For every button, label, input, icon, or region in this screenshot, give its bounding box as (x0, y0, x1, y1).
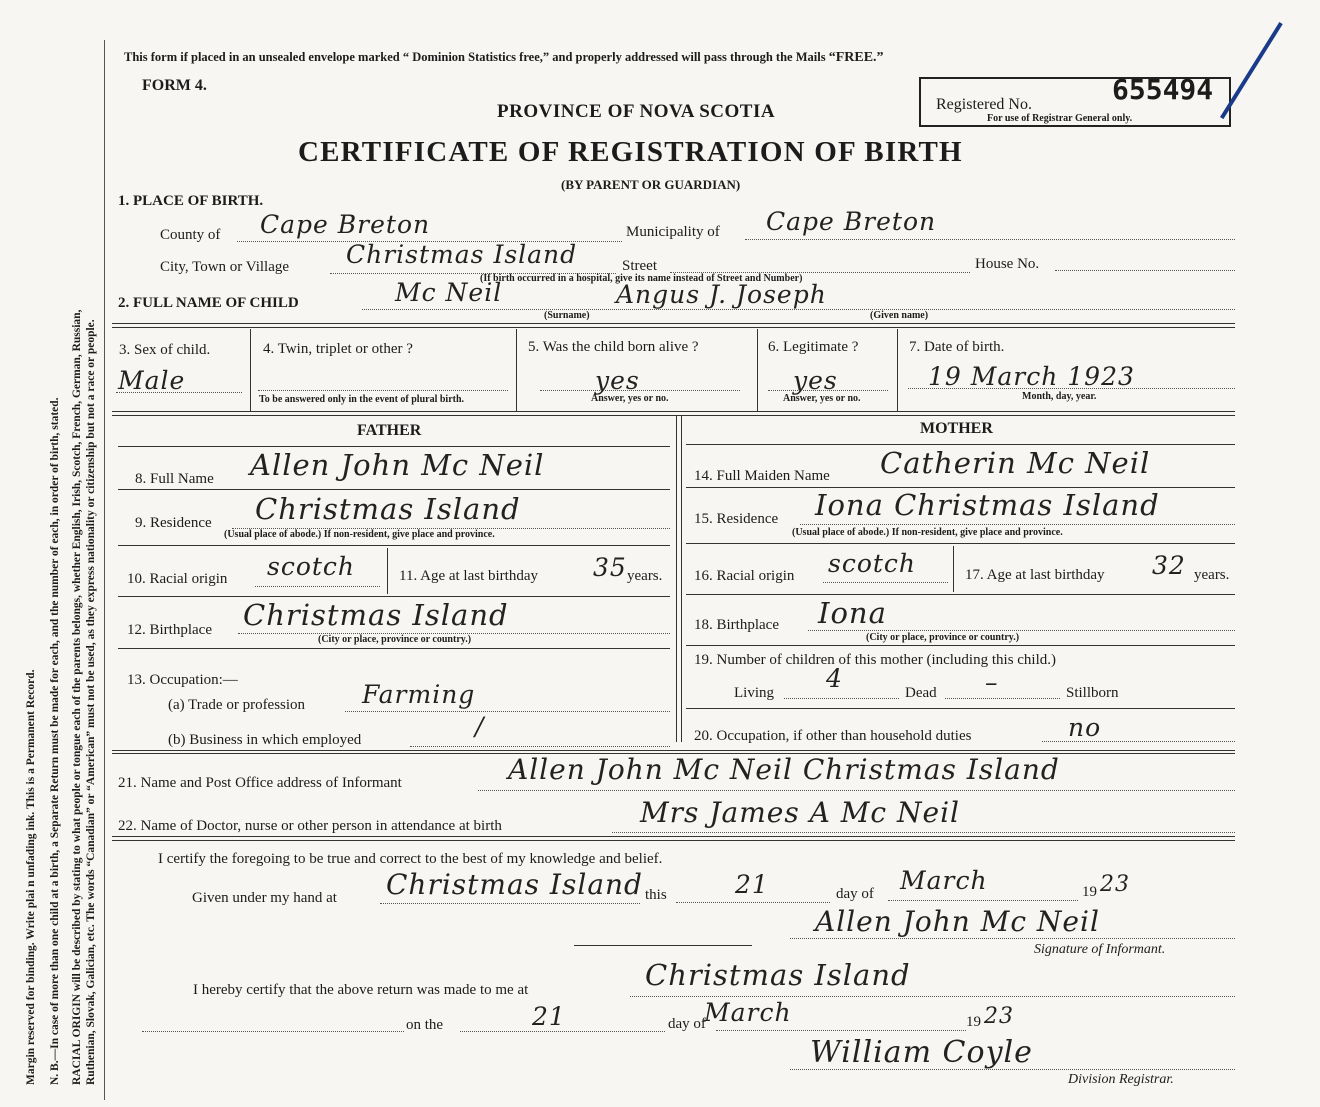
doctor-value: Mrs James A Mc Neil (640, 796, 960, 829)
registered-label: Registered No. (936, 96, 1032, 113)
city-value: Christmas Island (346, 240, 578, 269)
page-title: CERTIFICATE OF REGISTRATION OF BIRTH (298, 136, 963, 168)
father-birthplace-note: (City or place, province or country.) (318, 634, 472, 645)
registered-number: 655494 (1112, 73, 1214, 106)
legitimate-label: 6. Legitimate ? (768, 339, 859, 355)
mother-age-unit: years. (1194, 567, 1230, 583)
mother-residence-note: (Usual place of abode.) If non-resident, give place and province. (792, 527, 1063, 538)
date-of-birth-note: Month, day, year. (1022, 391, 1097, 402)
house-number-label: House No. (975, 256, 1040, 272)
living-value: 4 (826, 664, 843, 693)
signature-caption: Signature of Informant. (1034, 942, 1166, 957)
dead-value: – (985, 668, 999, 697)
father-age-unit: years. (627, 568, 663, 584)
born-alive-value: yes (595, 366, 640, 395)
on-the-label: on the (406, 1017, 444, 1033)
municipality-label: Municipality of (626, 224, 720, 240)
born-alive-note: Answer, yes or no. (591, 393, 669, 404)
sex-value: Male (118, 366, 186, 395)
municipality-value: Cape Breton (766, 207, 937, 236)
informant-signature: Allen John Mc Neil (815, 905, 1100, 938)
this-label: this (645, 887, 667, 903)
margin-note-binding: Margin reserved for binding. Write plai n unfading ink. This is a Permanent Record. (25, 669, 37, 1085)
mother-age-label: 17. Age at last birthday (965, 567, 1105, 583)
margin-note-multiple-births: N. B.—In case of more than one child at a birth, a Separate Return must be made for each, and the number of each, in order of birth, stated. (49, 397, 61, 1085)
mother-racial-label: 16. Racial origin (694, 568, 795, 584)
father-residence-label: 9. Residence (135, 515, 212, 531)
father-residence-value: Christmas Island (255, 492, 521, 526)
business-label: (b) Business in which employed (168, 732, 362, 748)
certify-statement: I certify the foregoing to be true and correct to the best of my knowledge and belief. (158, 851, 663, 867)
twin-label: 4. Twin, triplet or other ? (263, 341, 413, 357)
mother-name-value: Catherin Mc Neil (880, 446, 1151, 480)
informant-value: Allen John Mc Neil Christmas Island (508, 753, 1060, 786)
father-birthplace-value: Christmas Island (243, 598, 509, 632)
street-label: Street (622, 258, 657, 274)
doctor-label: 22. Name of Doctor, nurse or other person in attendance at birth (118, 818, 502, 834)
informant-label: 21. Name and Post Office address of Informant (118, 775, 402, 791)
registrar-day-value: 21 (532, 1002, 566, 1031)
father-occupation-label: 13. Occupation:— (127, 672, 238, 688)
registrar-statement: I hereby certify that the above return was made to me at (193, 982, 529, 998)
margin-note-racial-origin-cont: Ruthenian, Slovak, Galician, etc. The words “Canadian” or “American” must not be used, as they express nationality or citizenship but not a race or people. (85, 319, 97, 1085)
registrar-signature: William Coyle (810, 1035, 1033, 1070)
margin-instructions (6, 40, 102, 1100)
child-given-name-value: Angus J. Joseph (616, 280, 827, 309)
registrar-year-prefix: 19 (966, 1014, 981, 1030)
father-residence-note: (Usual place of abode.) If non-resident, give place and province. (224, 529, 495, 540)
subtitle: (BY PARENT OR GUARDIAN) (561, 177, 741, 192)
margin-note-racial-origin: RACIAL ORIGIN will be described by stating to what people or tongue each of the parents belongs, whether English, Irish, Scotch, French, German, Russian, (71, 309, 83, 1085)
father-heading: FATHER (357, 422, 422, 439)
certify-year-value: 23 (1100, 872, 1130, 897)
mother-birthplace-note: (City or place, province or country.) (866, 632, 1020, 643)
born-alive-label: 5. Was the child born alive ? (528, 339, 699, 355)
mother-age-value: 32 (1152, 551, 1186, 580)
legitimate-value: yes (793, 366, 838, 395)
checkmark-icon (1220, 22, 1283, 119)
given-name-caption: (Given name) (870, 310, 929, 321)
hospital-note: (If birth occurred in a hospital, give its name instead of Street and Number) (480, 273, 803, 284)
business-value: / (475, 712, 485, 741)
certify-month-value: March (900, 866, 988, 895)
day-of-label: day of (836, 886, 874, 902)
registrar-year-value: 23 (984, 1004, 1014, 1029)
registrar-place-value: Christmas Island (645, 958, 911, 992)
mother-residence-value: Iona Christmas Island (815, 488, 1160, 522)
surname-caption: (Surname) (544, 310, 590, 321)
father-racial-value: scotch (267, 552, 356, 581)
registrar-caption: Division Registrar. (1068, 1072, 1174, 1087)
child-name-label: 2. FULL NAME OF CHILD (118, 295, 299, 311)
form-number: FORM 4. (142, 77, 207, 94)
given-place-value: Christmas Island (386, 868, 643, 901)
registrar-day-of-label: day of (668, 1016, 706, 1032)
mother-residence-label: 15. Residence (694, 511, 779, 527)
given-under-label: Given under my hand at (192, 890, 337, 906)
mother-occupation-value: no (1068, 713, 1102, 742)
trade-label: (a) Trade or profession (168, 697, 306, 713)
registrar-month-value: March (704, 998, 792, 1027)
child-surname-value: Mc Neil (395, 278, 503, 307)
father-age-value: 35 (593, 553, 627, 582)
date-of-birth-label: 7. Date of birth. (909, 339, 1005, 355)
father-birthplace-label: 12. Birthplace (127, 622, 212, 638)
father-age-label: 11. Age at last birthday (399, 568, 538, 584)
sex-label: 3. Sex of child. (119, 342, 211, 358)
living-label: Living (734, 685, 774, 701)
place-of-birth-label: 1. PLACE OF BIRTH. (118, 193, 264, 209)
stillborn-label: Stillborn (1066, 685, 1119, 701)
father-name-value: Allen John Mc Neil (250, 448, 545, 482)
postal-note: This form if placed in an unsealed envelope marked “ Dominion Statistics free,” and properly addressed will pass through the Mails “FREE.” (124, 50, 884, 65)
mother-heading: MOTHER (920, 420, 993, 437)
mother-birthplace-value: Iona (818, 596, 887, 630)
county-value: Cape Breton (260, 210, 431, 239)
registrar-note: For use of Registrar General only. (987, 113, 1133, 124)
certify-day-value: 21 (735, 870, 769, 899)
date-of-birth-value: 19 March 1923 (928, 362, 1135, 391)
county-label: County of (160, 227, 221, 243)
children-count-label: 19. Number of children of this mother (including this child.) (694, 652, 1057, 668)
province-heading: PROVINCE OF NOVA SCOTIA (497, 101, 776, 122)
mother-racial-value: scotch (828, 549, 917, 578)
mother-occupation-label: 20. Occupation, if other than household duties (694, 728, 972, 744)
father-name-label: 8. Full Name (135, 471, 214, 487)
twin-note: To be answered only in the event of plural birth. (259, 394, 465, 405)
dead-label: Dead (905, 685, 937, 701)
father-racial-label: 10. Racial origin (127, 571, 228, 587)
city-label: City, Town or Village (160, 259, 290, 275)
mother-name-label: 14. Full Maiden Name (694, 468, 830, 484)
legitimate-note: Answer, yes or no. (783, 393, 861, 404)
certify-year-prefix: 19 (1082, 884, 1097, 900)
trade-value: Farming (362, 680, 476, 709)
mother-birthplace-label: 18. Birthplace (694, 617, 779, 633)
